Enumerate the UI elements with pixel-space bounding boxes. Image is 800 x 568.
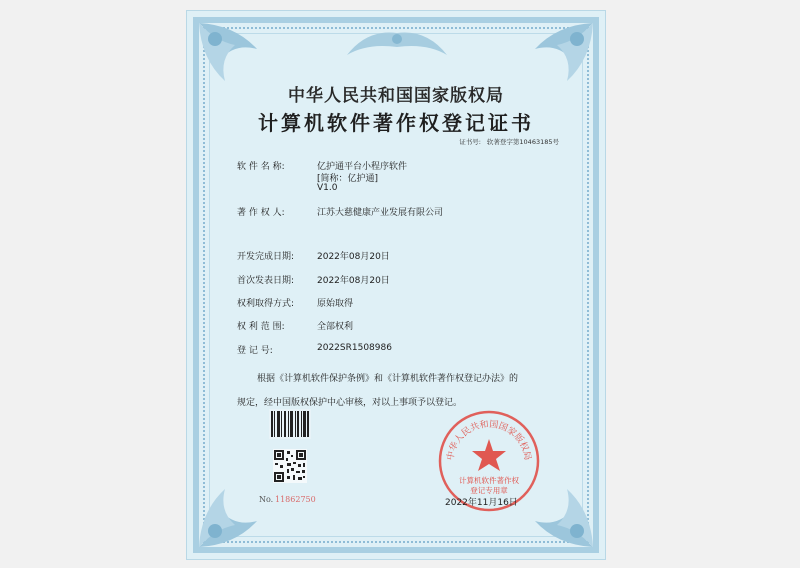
field-value-software-name: 亿护通平台小程序软件 [317, 162, 408, 172]
field-label-publish-date: 首次发表日期: [237, 276, 295, 286]
field-label-scope: 权 利 范 围: [237, 322, 285, 332]
corner-ornament-icon [527, 19, 597, 89]
field-value-reg-no: 2022SR1508986 [317, 343, 392, 353]
issue-date: 2022年11月16日 [445, 498, 518, 508]
top-ornament-icon [337, 25, 457, 59]
svg-text:中华人民共和国国家版权局: 中华人民共和国国家版权局 [445, 419, 533, 462]
field-value-acquisition: 原始取得 [317, 299, 354, 309]
field-value-dev-date: 2022年08月20日 [317, 252, 390, 262]
field-label-acquisition: 权利取得方式: [237, 299, 295, 309]
corner-ornament-icon [195, 19, 265, 89]
certificate [186, 10, 606, 560]
issuer-heading: 中华人民共和国国家版权局 [288, 86, 504, 106]
corner-ornament-icon [195, 481, 265, 551]
field-label-software-name: 软 件 名 称: [237, 162, 285, 172]
field-value-publish-date: 2022年08月20日 [317, 276, 390, 286]
cert-no-label: 证书号: [459, 138, 481, 146]
statement-line-2: 规定，经中国版权保护中心审核，对以上事项予以登记。 [237, 398, 463, 408]
certificate-title: 计算机软件著作权登记证书 [258, 111, 534, 135]
cert-no-value: 软著登字第10463185号 [486, 138, 559, 146]
field-label-dev-date: 开发完成日期: [237, 252, 295, 262]
qr-code-icon [273, 449, 307, 483]
field-label-owner: 著 作 权 人: [237, 208, 285, 218]
serial-number-label: No. [259, 495, 274, 504]
field-label-reg-no: 登 记 号: [237, 346, 273, 356]
svg-text:登记专用章: 登记专用章 [470, 486, 508, 495]
field-value-scope: 全部权利 [317, 322, 354, 332]
svg-text:计算机软件著作权: 计算机软件著作权 [459, 476, 519, 485]
field-value-owner: 江苏大慈健康产业发展有限公司 [317, 208, 444, 218]
field-value-short-name: [简称：亿护通] [317, 174, 379, 184]
certificate-number [453, 137, 559, 146]
statement-line-1: 根据《计算机软件保护条例》和《计算机软件著作权登记办法》的 [257, 374, 519, 384]
barcode-icon [269, 409, 311, 439]
serial-number-value: 11862750 [275, 495, 316, 504]
field-value-version: V1.0 [317, 183, 338, 193]
